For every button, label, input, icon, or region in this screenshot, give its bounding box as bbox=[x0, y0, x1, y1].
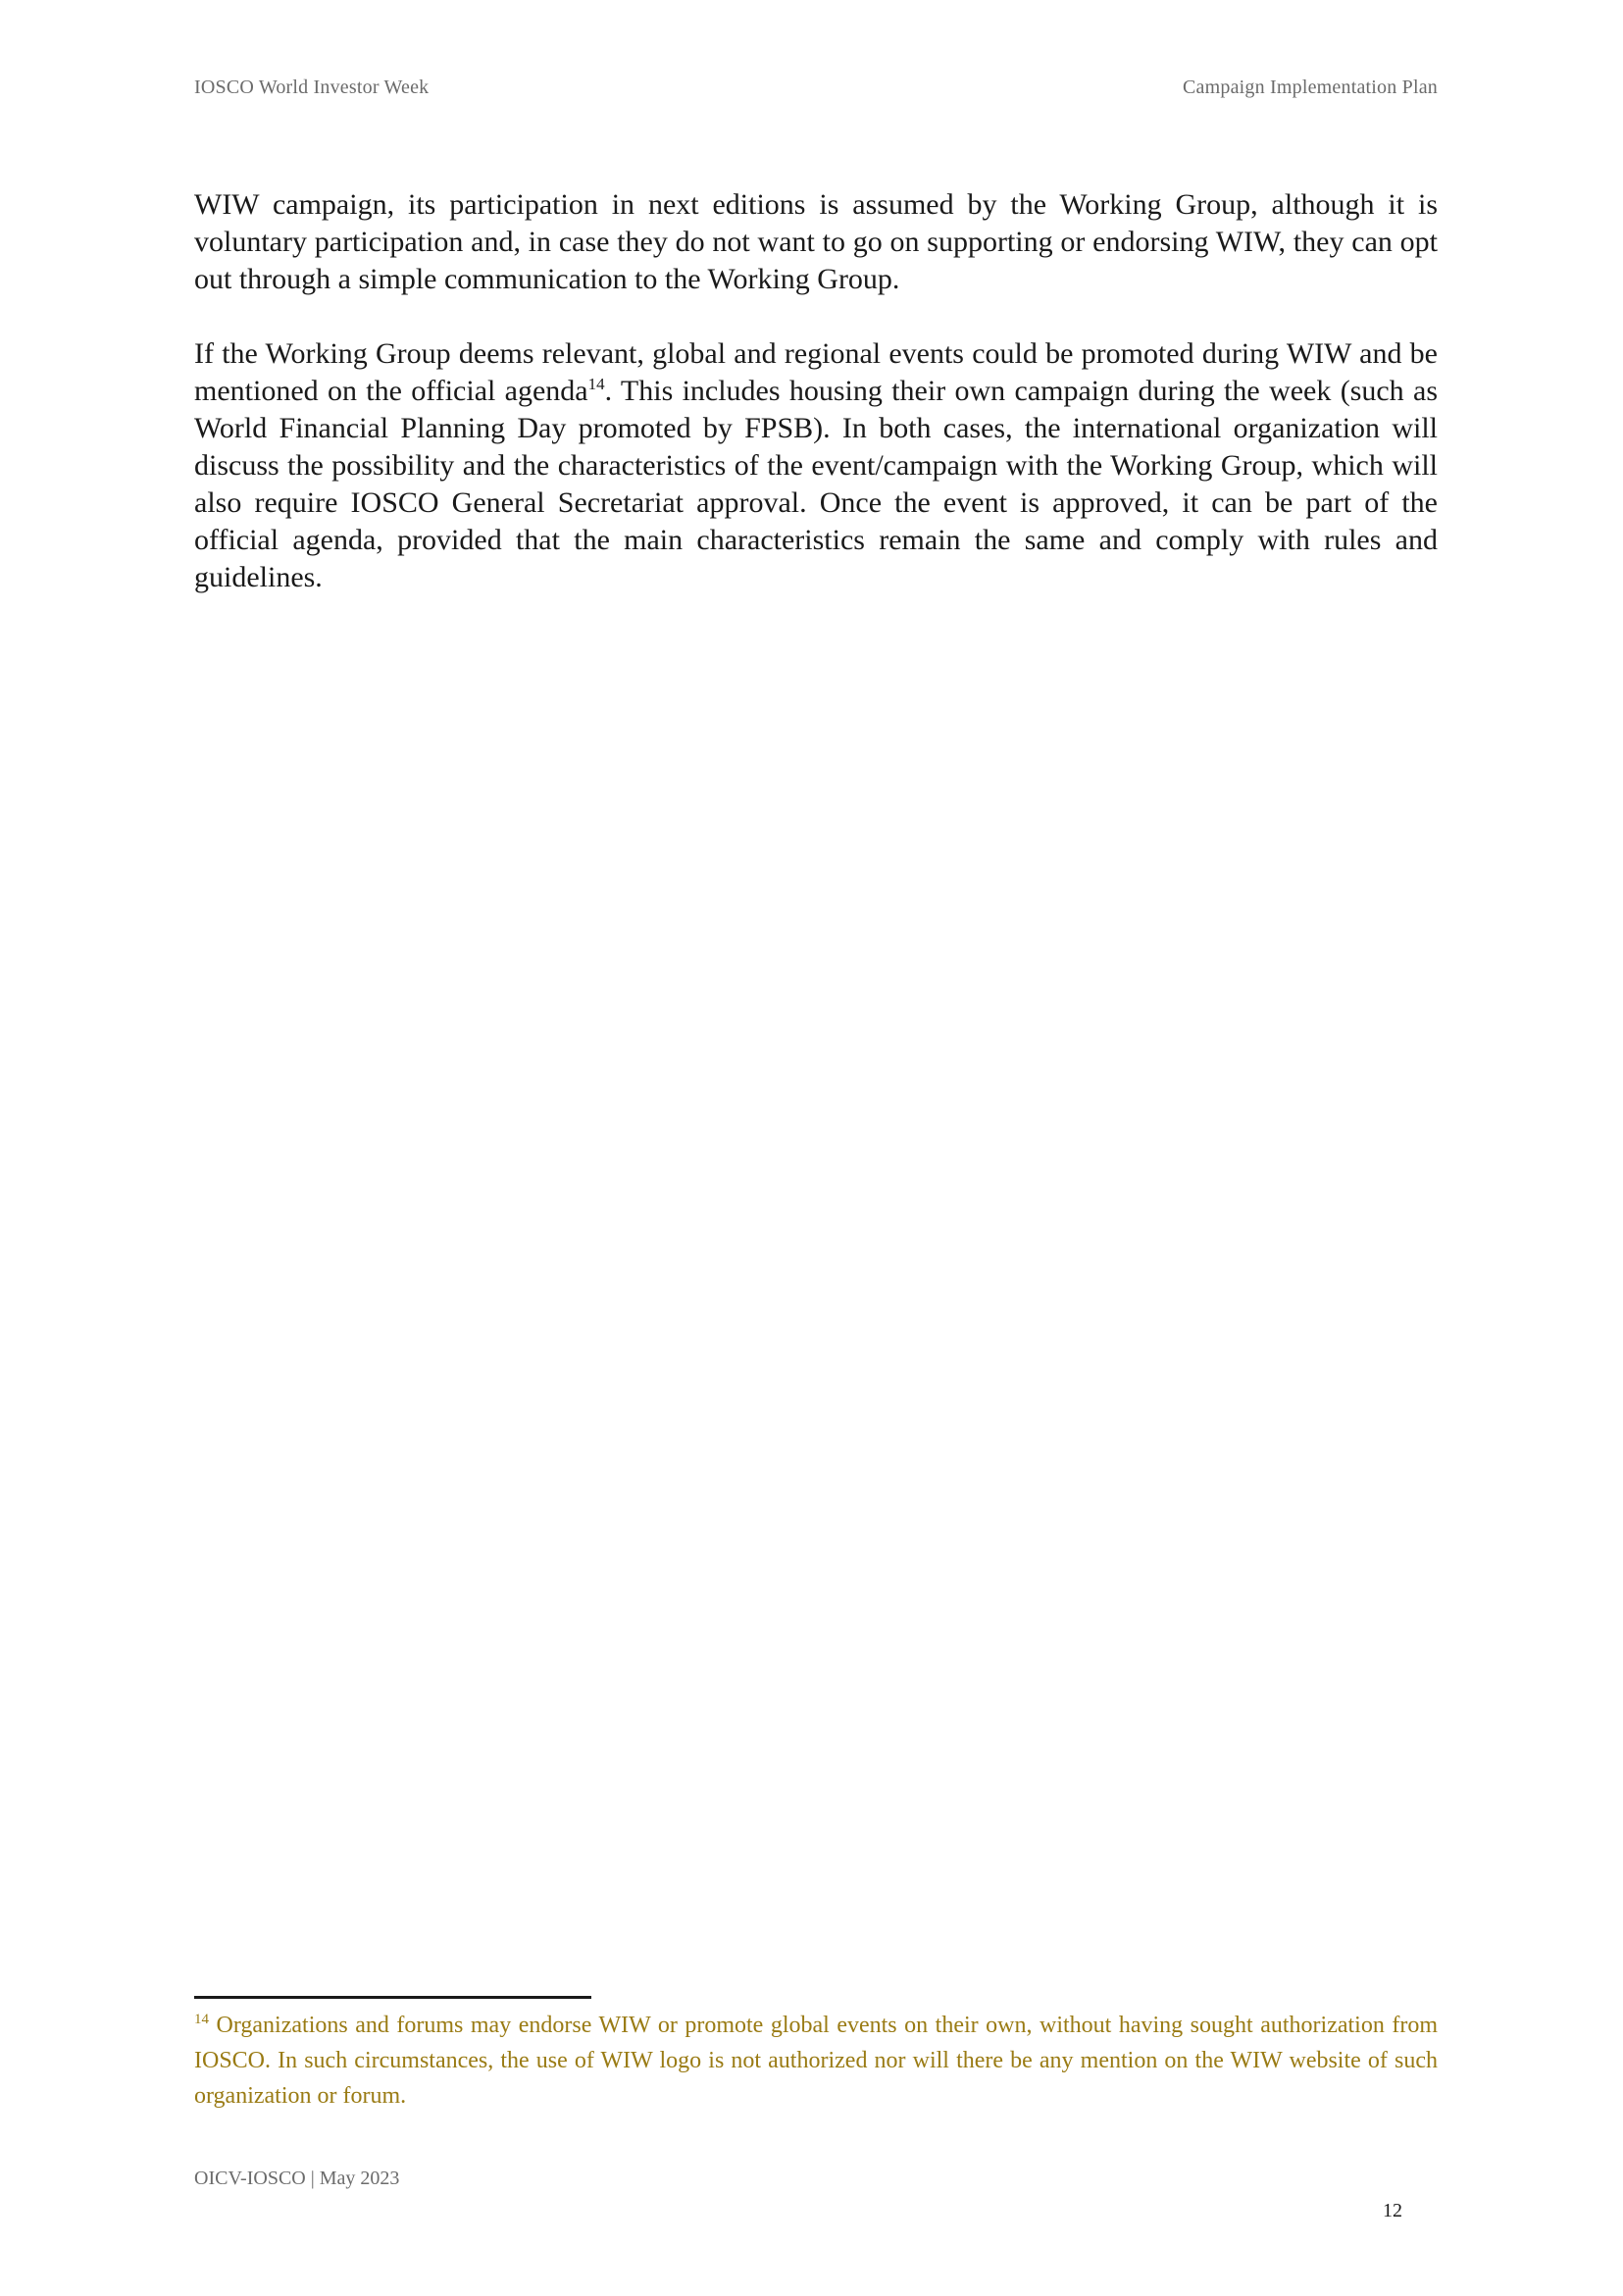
header-right-title: Campaign Implementation Plan bbox=[1183, 77, 1438, 98]
page-number: 12 bbox=[1383, 2200, 1402, 2221]
footnote-reference[interactable]: 14 bbox=[587, 375, 605, 393]
header-left-title: IOSCO World Investor Week bbox=[194, 77, 430, 98]
footnote-text: Organizations and forums may endorse WIW or promote global events on their own, without having sought authorization from IOSCO. In such circumstances, the use of WIW logo is not authorized nor will there be any mention on the WIW website of such organization or forum. bbox=[194, 2013, 1438, 2109]
running-header bbox=[194, 77, 1438, 99]
footnote-separator bbox=[194, 1996, 591, 1999]
paragraph-2-part-2: . This includes housing their own campaign during the week (such as World Financial Planning Day promoted by FPSB). In both cases, the international organization will discuss the possibility and the characteristics of the event/campaign with the Working Group, which will also require IOSCO General Secretariat approval. Once the event is approved, it can be part of the official agenda, provided that the main characteristics remain the same and comply with rules and guidelines. bbox=[194, 375, 1439, 593]
footer-publisher-date: OICV-IOSCO | May 2023 bbox=[194, 2168, 400, 2189]
footnote bbox=[194, 2008, 1438, 2114]
paragraph-2 bbox=[194, 335, 1438, 596]
paragraph-1: WIW campaign, its participation in next editions is assumed by the Working Group, although it is voluntary participation and, in case they do not want to go on supporting or endorsing WIW, they can opt out through a simple communication to the Working Group. bbox=[194, 188, 1438, 295]
paragraph-2-part-1: If the Working Group deems relevant, global and regional events could be promoted during WIW and be mentioned on the official agenda bbox=[194, 337, 1438, 407]
body-text bbox=[194, 186, 1438, 634]
footnote-number: 14 bbox=[194, 2012, 209, 2027]
